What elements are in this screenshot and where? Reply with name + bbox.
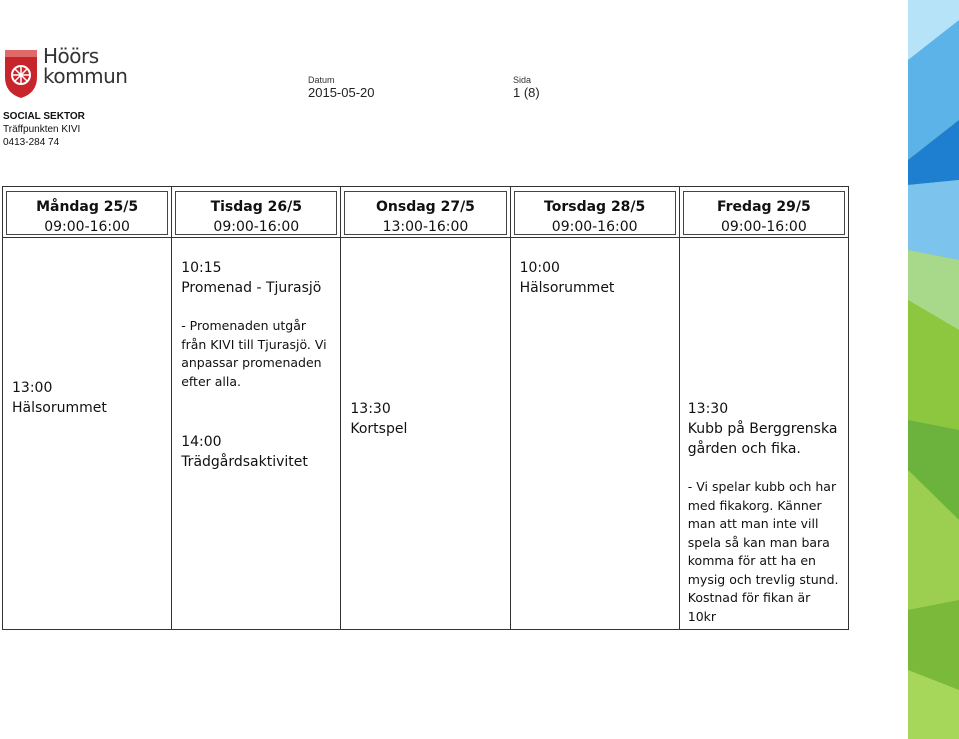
day-title: Onsdag 27/5 <box>376 199 475 215</box>
tuesday-cell <box>172 238 341 630</box>
thursday-cell <box>510 238 679 630</box>
day-header-thursday <box>510 187 679 238</box>
opening-hours: 09:00-16:00 <box>213 219 300 235</box>
event-time: 13:30 <box>350 401 391 417</box>
wednesday-cell <box>341 238 510 630</box>
org-unit: Träffpunkten KIVI <box>3 124 81 135</box>
day-title: Tisdag 26/5 <box>210 199 302 215</box>
date-value: 2015-05-20 <box>308 85 375 100</box>
event-time: 10:15 <box>181 260 222 276</box>
tuesday-event-note: - Promenaden utgår från KIVI till Tjurasjö. Vi anpassar promenaden efter alla. <box>181 318 327 389</box>
event-activity: Hälsorummet <box>519 280 615 296</box>
event-time: 10:00 <box>519 260 560 276</box>
event-activity: Promenad - Tjurasjö <box>181 280 322 296</box>
event-time: 13:00 <box>12 380 53 396</box>
coat-of-arms-icon <box>3 47 39 99</box>
event-time: 14:00 <box>181 434 222 450</box>
event-activity: gården och fika. <box>687 441 801 457</box>
thursday-event <box>520 258 615 298</box>
event-activity: Hälsorummet <box>12 400 107 416</box>
decorative-stripe <box>908 0 959 739</box>
tuesday-event-2 <box>181 432 308 472</box>
friday-event <box>688 399 838 459</box>
opening-hours: 09:00-16:00 <box>551 219 638 235</box>
event-time: 13:30 <box>687 401 729 417</box>
org-phone: 0413-284 74 <box>3 137 60 148</box>
opening-hours: 13:00-16:00 <box>382 219 469 235</box>
day-header-wednesday <box>341 187 510 238</box>
page-label: Sida <box>513 75 532 85</box>
opening-hours: 09:00-16:00 <box>721 219 807 235</box>
day-title: Fredag 29/5 <box>716 199 811 215</box>
friday-cell <box>679 238 848 630</box>
date-label: Datum <box>308 75 335 85</box>
tuesday-event-1 <box>181 258 321 298</box>
friday-event-note: - Vi spelar kubb och har med fikakorg. Känner man att man inte vill spela så kan man bara komma för att ha en mysig och trevlig stund. Kostnad för fikan är 10kr <box>687 479 839 624</box>
opening-hours: 09:00-16:00 <box>44 219 130 235</box>
monday-event <box>12 378 107 418</box>
event-activity: Trädgårdsaktivitet <box>181 454 308 470</box>
wednesday-event <box>350 399 407 439</box>
logo-wordmark: Höörs kommun <box>43 44 128 88</box>
monday-cell <box>3 238 172 630</box>
event-activity: Kortspel <box>350 421 408 437</box>
municipality-logo <box>3 44 128 99</box>
day-title: Måndag 25/5 <box>36 199 139 215</box>
weekly-schedule-table <box>2 186 849 630</box>
day-header-friday <box>679 187 848 238</box>
page-number: 1 (8) <box>513 85 540 100</box>
day-title: Torsdag 28/5 <box>544 199 646 215</box>
day-header-tuesday <box>172 187 341 238</box>
event-activity: Kubb på Berggrenska <box>687 421 838 437</box>
day-header-monday <box>3 187 172 238</box>
org-name: SOCIAL SEKTOR <box>3 111 85 122</box>
